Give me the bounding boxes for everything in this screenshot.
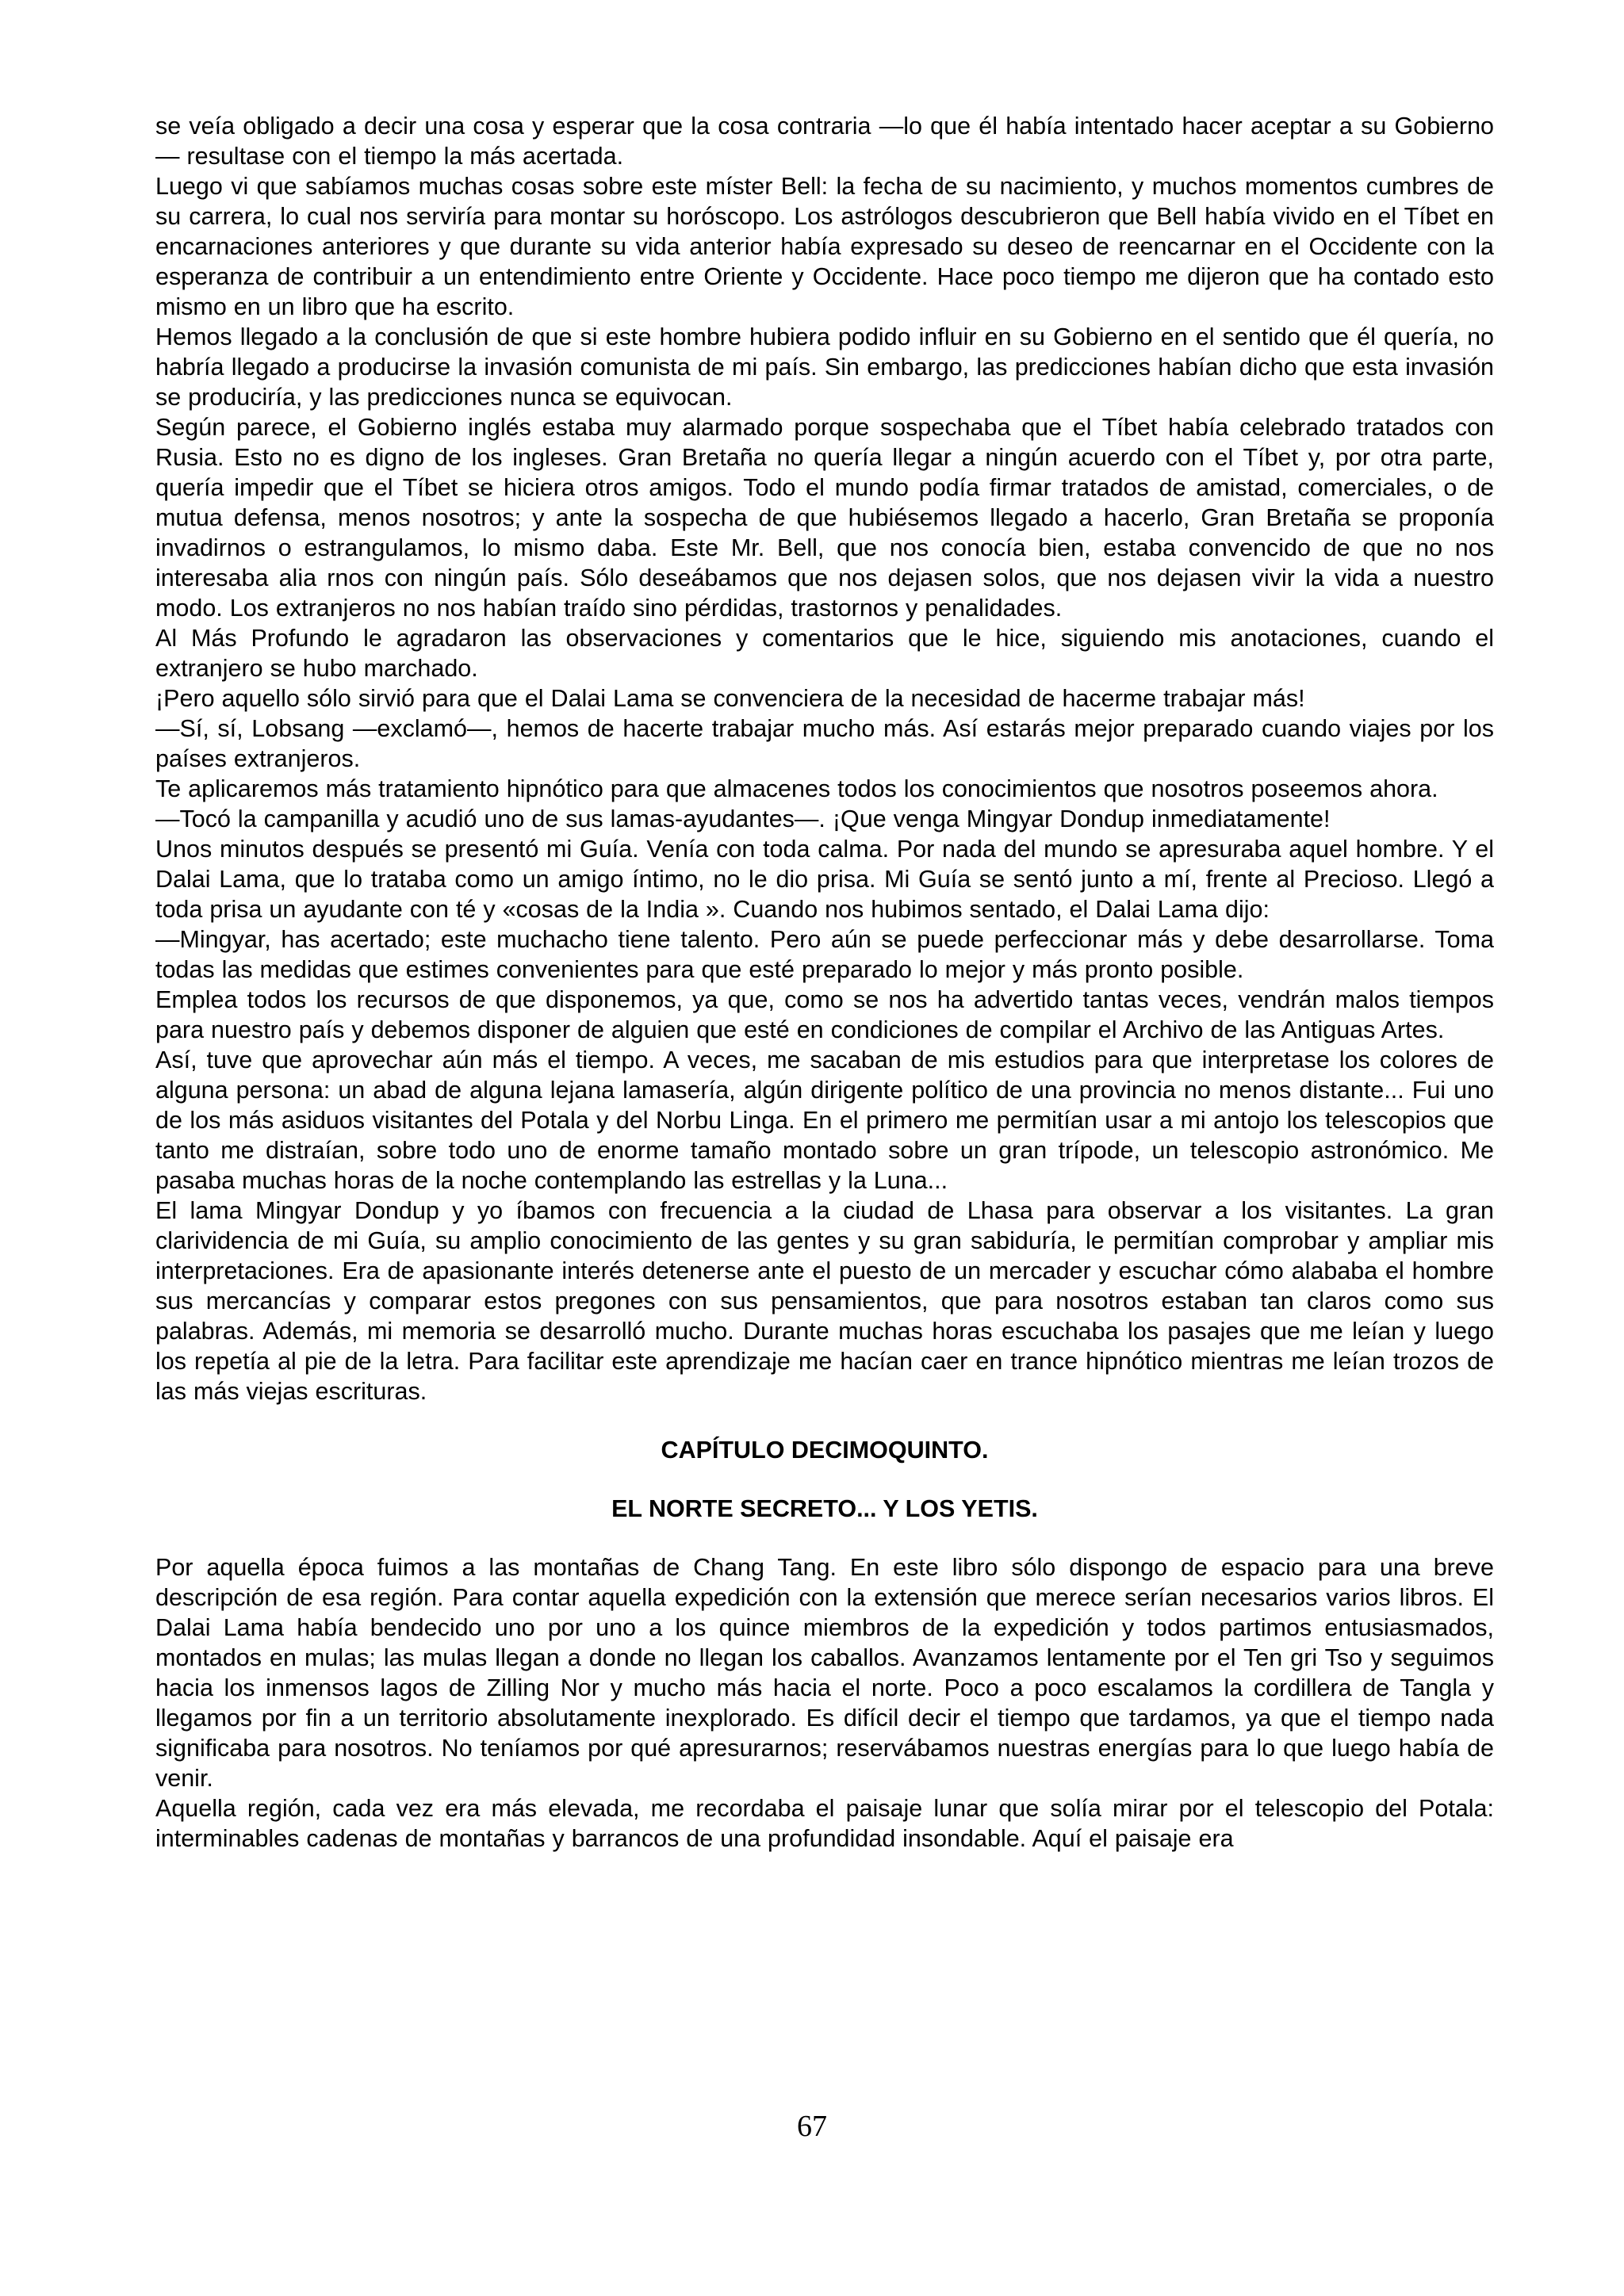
paragraph: ¡Pero aquello sólo sirvió para que el Dalai Lama se convenciera de la necesidad de hacerme trabajar más! [155,685,1305,712]
paragraph: Aquella región, cada vez era más elevada, me recordaba el paisaje lunar que solía mirar por el telescopio del Potala: interminables cadenas de montañas y barrancos de una profundidad insondable. Aquí el paisaje era [155,1795,1494,1852]
paragraph: Según parece, el Gobierno inglés estaba muy alarmado porque sospechaba que el Tíbet había celebrado tratados con Rusia. Esto no es digno de los ingleses. Gran Bretaña no quería llegar a ningún acuerdo con el Tíbet y, por otra parte, quería impedir que el Tíbet se hiciera otros amigos. Todo el mundo podía firmar tratados de amistad, comerciales, o de mutua defensa, menos nosotros; y ante la sospecha de que hubiésemos llegado a hacerlo, Gran Bretaña se proponía invadirnos o estrangulamos, lo mismo daba. Este Mr. Bell, que nos conocía bien, estaba convencido de que no nos interesaba alia rnos con ningún país. Sólo deseábamos que nos dejasen solos, que nos dejasen vivir la vida a nuestro modo. Los extranjeros no nos habían traído sino pérdidas, trastornos y penalidades. [155,414,1494,622]
chapter-heading: CAPÍTULO DECIMOQUINTO. [661,1437,989,1464]
paragraph: Por aquella época fuimos a las montañas de Chang Tang. En este libro sólo dispongo de espacio para una breve descripción de esa región. Para contar aquella expedición con la extensión que merece serían necesarios varios libros. El Dalai Lama había bendecido uno por uno a los quince miembros de la expedición y todos partimos entusiasmados, montados en mulas; las mulas llegan a donde no llegan los caballos. Avanzamos lentamente por el Ten gri Tso y seguimos hacia los inmensos lagos de Zilling Nor y mucho más hacia el norte. Poco a poco escalamos la cordillera de Tangla y llegamos por fin a un territorio absolutamente inexplorado. Es difícil decir el tiempo que tardamos, ya que el tiempo nada significaba para nosotros. No teníamos por qué apresurarnos; reservábamos nuestras energías para lo que luego había de venir. [155,1554,1494,1792]
paragraph: se veía obligado a decir una cosa y esperar que la cosa contraria —lo que él había intentado hacer aceptar a su Gobierno— resultase con el tiempo la más acertada. [155,113,1494,170]
paragraph: —Tocó la campanilla y acudió uno de sus lamas-ayudantes—. ¡Que venga Mingyar Dondup inmediatamente! [155,806,1331,832]
text-column [155,111,1494,1854]
paragraph: Así, tuve que aprovechar aún más el tiempo. A veces, me sacaban de mis estudios para que interpretase los colores de alguna persona: un abad de alguna lejana lamasería, algún dirigente político de una provincia no menos distante... Fui uno de los más asiduos visitantes del Potala y del Norbu Linga. En el primero me permitían usar a mi antojo los telescopios que tanto me distraían, sobre todo uno de enorme tamaño montado sobre un gran trípode, un telescopio astronómico. Me pasaba muchas horas de la noche contemplando las estrellas y la Luna... [155,1047,1494,1194]
paragraph: Luego vi que sabíamos muchas cosas sobre este míster Bell: la fecha de su nacimiento, y muchos momentos cumbres de su carrera, lo cual nos serviría para montar su horóscopo. Los astrólogos descubrieron que Bell había vivido en el Tíbet en encarnaciones anteriores y que durante su vida anterior había expresado su deseo de reencarnar en el Occidente con la esperanza de contribuir a un entendimiento entre Oriente y Occidente. Hace poco tiempo me dijeron que ha contado esto mismo en un libro que ha escrito. [155,173,1494,320]
paragraph: Unos minutos después se presentó mi Guía. Venía con toda calma. Por nada del mundo se apresuraba aquel hombre. Y el Dalai Lama, que lo trataba como un amigo íntimo, no le dio prisa. Mi Guía se sentó junto a mí, frente al Precioso. Llegó a toda prisa un ayudante con té y «cosas de la India ». Cuando nos hubimos sentado, el Dalai Lama dijo: [155,836,1494,923]
chapter-title: EL NORTE SECRETO... Y LOS YETIS. [611,1495,1038,1522]
paragraph: Al Más Profundo le agradaron las observaciones y comentarios que le hice, siguiendo mis anotaciones, cuando el extranjero se hubo marchado. [155,625,1494,682]
paragraph: Hemos llegado a la conclusión de que si este hombre hubiera podido influir en su Gobierno en el sentido que él quería, no habría llegado a producirse la invasión comunista de mi país. Sin embargo, las predicciones habían dicho que esta invasión se produciría, y las predicciones nunca se equivocan. [155,323,1494,411]
paragraph: Emplea todos los recursos de que disponemos, ya que, como se nos ha advertido tantas veces, vendrán malos tiempos para nuestro país y debemos disponer de alguien que esté en condiciones de compilar el Archivo de las Antiguas Artes. [155,986,1494,1043]
paragraph: —Sí, sí, Lobsang —exclamó—, hemos de hacerte trabajar mucho más. Así estarás mejor preparado cuando viajes por los países extranjeros. [155,715,1494,772]
page-number: 67 [797,2110,827,2143]
paragraph: —Mingyar, has acertado; este muchacho tiene talento. Pero aún se puede perfeccionar más y debe desarrollarse. Toma todas las medidas que estimes convenientes para que esté preparado lo mejor y más pronto posible. [155,926,1494,983]
paragraph: El lama Mingyar Dondup y yo íbamos con frecuencia a la ciudad de Lhasa para observar a los visitantes. La gran clarividencia de mi Guía, su amplio conocimiento de las gentes y su gran sabiduría, le permitían comprobar y ampliar mis interpretaciones. Era de apasionante interés detenerse ante el puesto de un mercader y escuchar cómo alababa el hombre sus mercancías y comparar estos pregones con sus pensamientos, que para nosotros estaban tan claros como sus palabras. Además, mi memoria se desarrolló mucho. Durante muchas horas escuchaba los pasajes que me leían y luego los repetía al pie de la letra. Para facilitar este aprendizaje me hacían caer en trance hipnótico mientras me leían trozos de las más viejas escrituras. [155,1197,1494,1405]
paragraph: Te aplicaremos más tratamiento hipnótico para que almacenes todos los conocimientos que nosotros poseemos ahora. [155,775,1438,802]
